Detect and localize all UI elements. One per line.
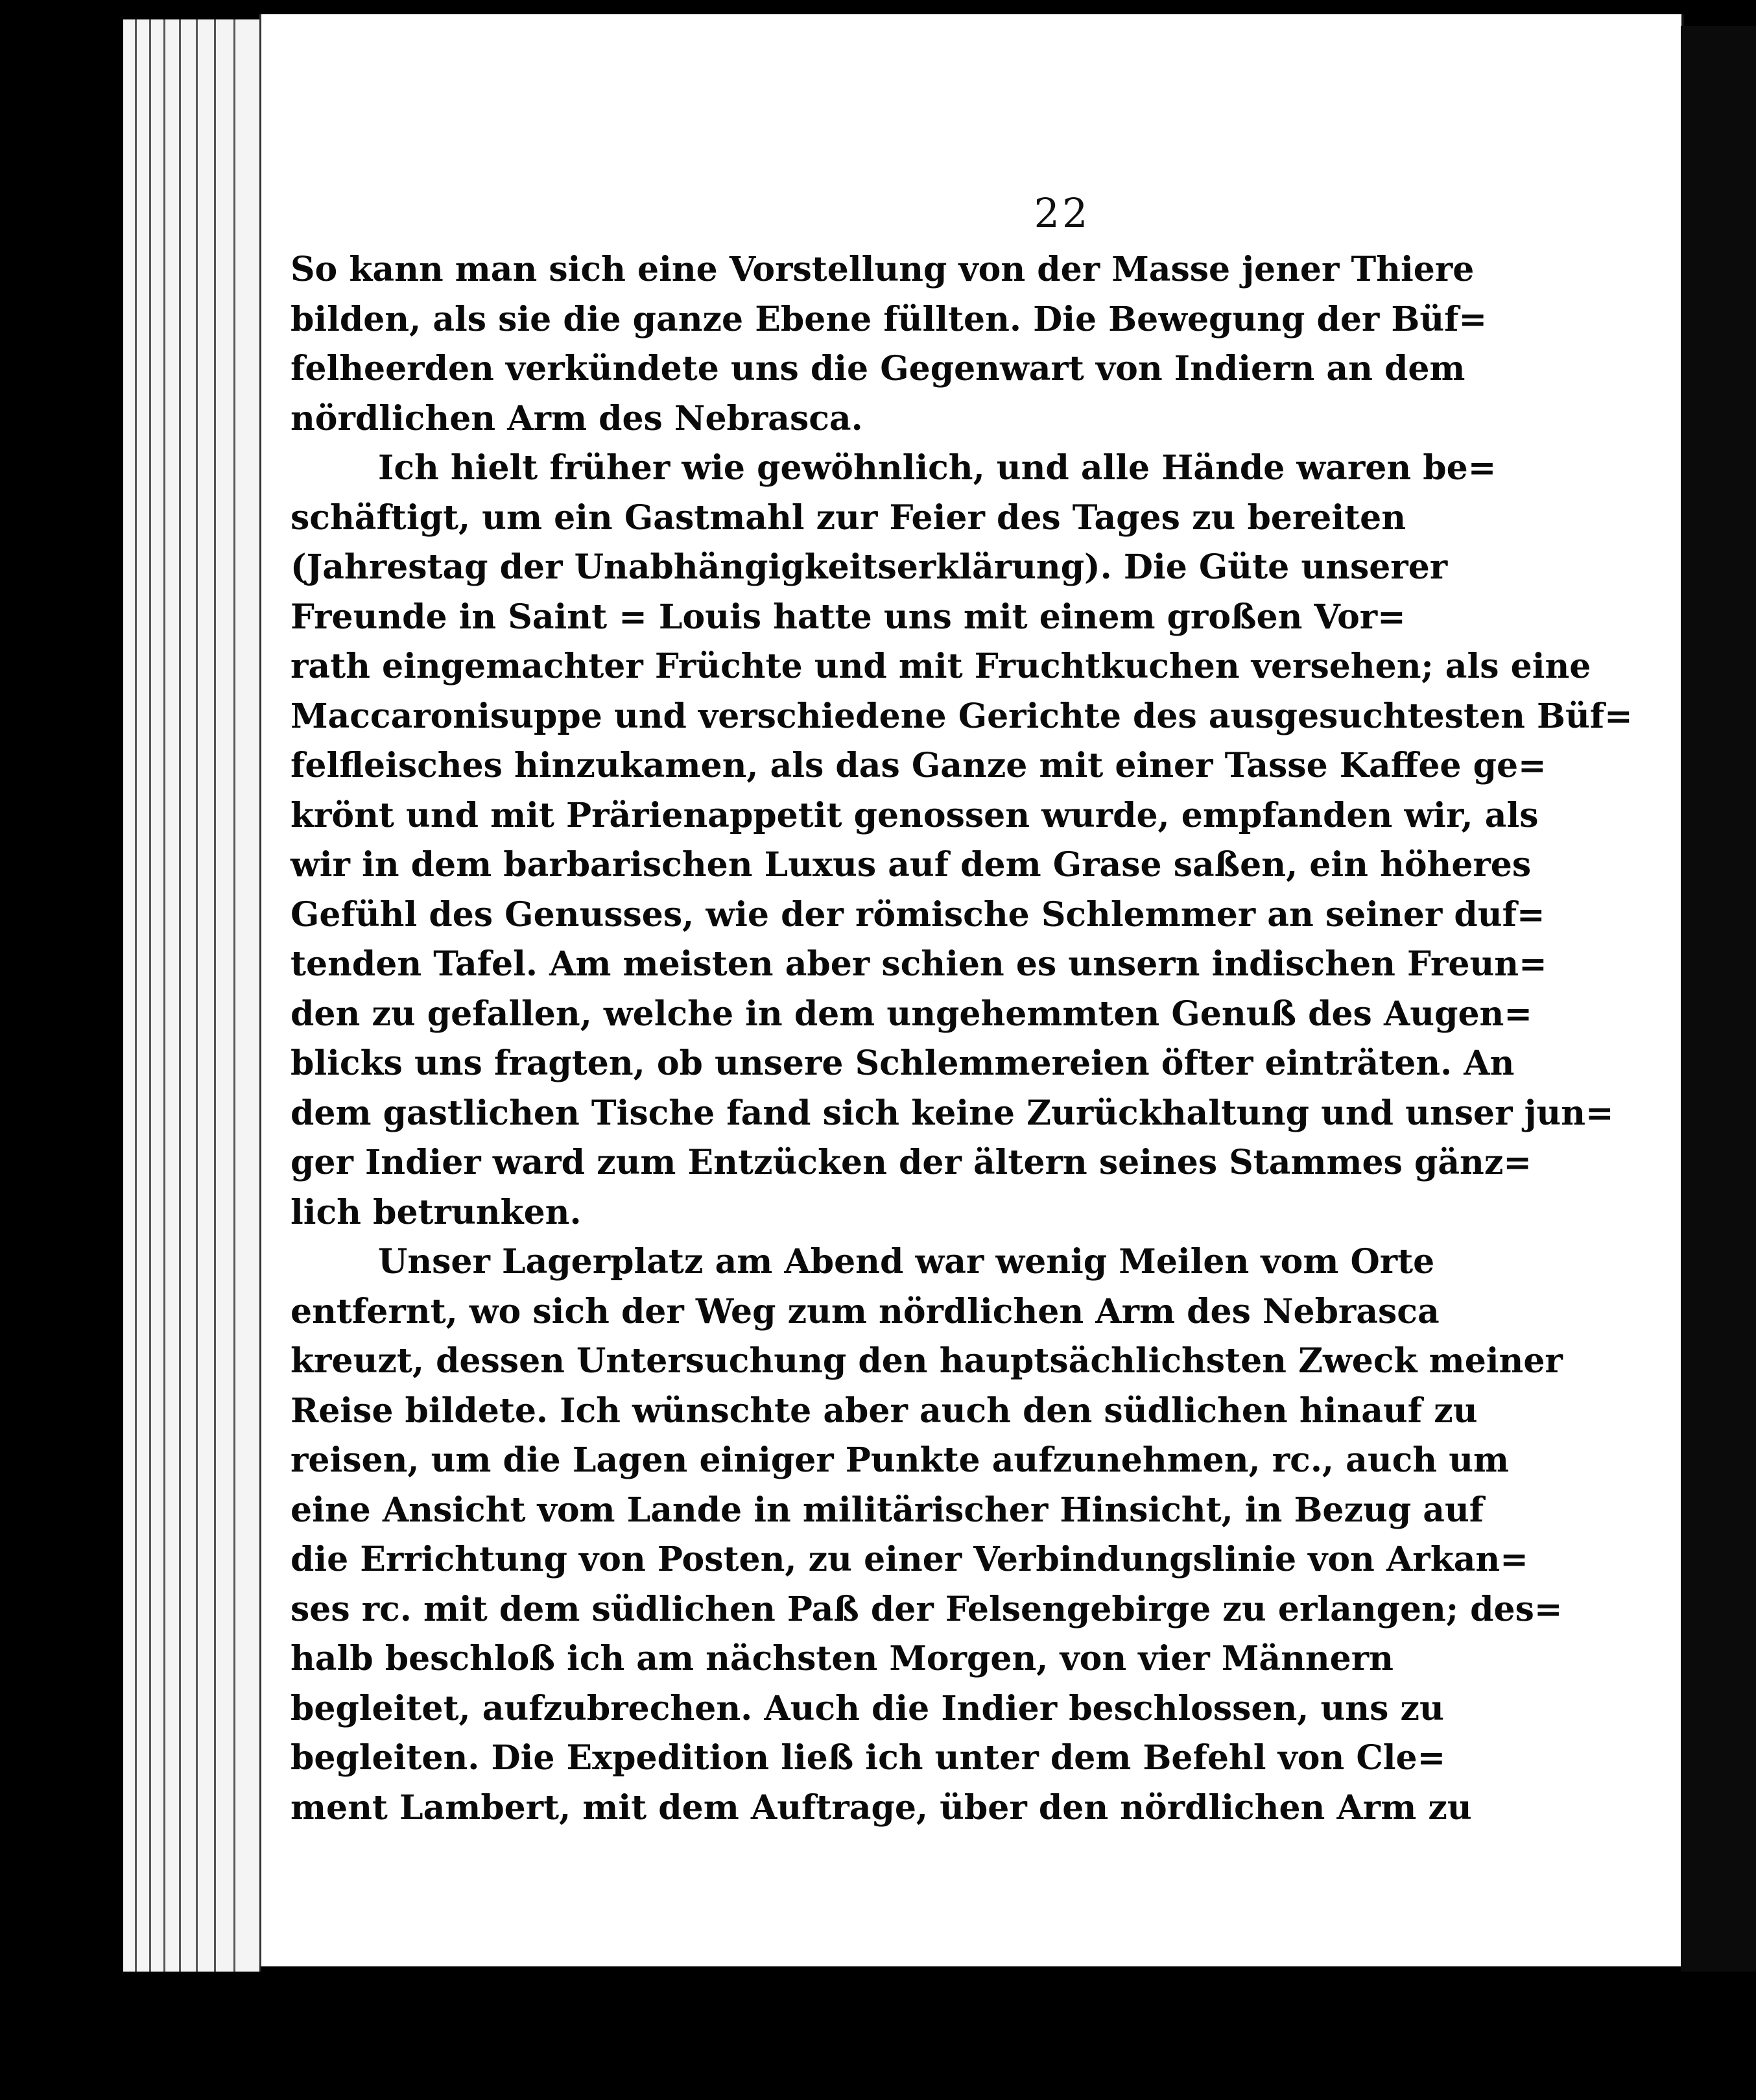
- page-edge-line: [179, 19, 181, 1972]
- page-edge-line: [149, 19, 151, 1972]
- text-line: blicks uns fragten, ob unsere Schlemmereien öfter einträten. An: [291, 1044, 1515, 1083]
- text-line: entfernt, wo sich der Weg zum nördlichen Arm des Nebrasca: [291, 1291, 1440, 1331]
- text-line: So kann man sich eine Vorstellung von der Masse jener Thiere: [291, 250, 1475, 289]
- text-line: lich betrunken.: [291, 1192, 582, 1232]
- text-line: ment Lambert, mit dem Auftrage, über den nördlichen Arm zu: [291, 1787, 1472, 1828]
- text-line: begleitet, aufzubrechen. Auch die Indier beschlossen, uns zu: [291, 1688, 1444, 1728]
- text-line: felfleisches hinzukamen, als das Ganze mit einer Tasse Kaffee ge=: [291, 746, 1547, 785]
- page-edge-line: [135, 19, 137, 1972]
- text-line: dem gastlichen Tische fand sich keine Zurückhaltung und unser jun=: [291, 1093, 1614, 1133]
- page-edge-line: [196, 19, 198, 1972]
- text-line: krönt und mit Prärienappetit genossen wurde, empfanden wir, als: [291, 795, 1539, 835]
- right-binding-shadow: [1681, 26, 1756, 1972]
- text-line: rath eingemachter Früchte und mit Fruchtkuchen versehen; als eine: [291, 647, 1591, 686]
- page-edge-line: [163, 19, 165, 1972]
- text-line: kreuzt, dessen Untersuchung den hauptsächlichsten Zweck meiner: [291, 1341, 1563, 1381]
- text-line: felheerden verkündete uns die Gegenwart von Indiern an dem: [291, 349, 1465, 388]
- page-number: 22: [1034, 189, 1091, 237]
- text-line: Ich hielt früher wie gewöhnlich, und alle Hände waren be=: [378, 448, 1497, 488]
- text-line: Maccaronisuppe und verschiedene Gerichte des ausgesuchtesten Büf=: [291, 696, 1633, 736]
- text-line: schäftigt, um ein Gastmahl zur Feier des Tages zu bereiten: [291, 497, 1406, 538]
- text-line: Unser Lagerplatz am Abend war wenig Meilen vom Orte: [378, 1242, 1435, 1282]
- text-line: bilden, als sie die ganze Ebene füllten. Die Bewegung der Büf=: [291, 299, 1488, 339]
- text-line: ses rc. mit dem südlichen Paß der Felsengebirge zu erlangen; des=: [291, 1589, 1563, 1629]
- text-line: begleiten. Die Expedition ließ ich unter dem Befehl von Cle=: [291, 1738, 1446, 1778]
- text-line: nördlichen Arm des Nebrasca.: [291, 398, 863, 438]
- text-line: den zu gefallen, welche in dem ungehemmten Genuß des Augen=: [291, 994, 1532, 1034]
- text-line: eine Ansicht vom Lande in militärischer Hinsicht, in Bezug auf: [291, 1490, 1484, 1530]
- text-line: (Jahrestag der Unabhängigkeitserklärung). Die Güte unserer: [291, 547, 1448, 587]
- page-edge-line: [233, 19, 235, 1972]
- book-page-edges: [123, 19, 261, 1972]
- body-text: [291, 245, 1633, 1833]
- text-line: Gefühl des Genusses, wie der römische Schlemmer an seiner duf=: [291, 894, 1545, 935]
- text-line: wir in dem barbarischen Luxus auf dem Grase saßen, ein höheres: [291, 845, 1532, 885]
- bottom-shadow: [117, 1972, 1756, 2100]
- text-line: ger Indier ward zum Entzücken der ältern seines Stammes gänz=: [291, 1143, 1532, 1182]
- text-line: tenden Tafel. Am meisten aber schien es unsern indischen Freun=: [291, 944, 1547, 984]
- text-line: Freunde in Saint = Louis hatte uns mit einem großen Vor=: [291, 597, 1406, 637]
- text-line: halb beschloß ich am nächsten Morgen, von vier Männern: [291, 1639, 1394, 1678]
- page-edge-line: [214, 19, 216, 1972]
- text-line: die Errichtung von Posten, zu einer Verbindungslinie von Arkan=: [291, 1540, 1528, 1579]
- text-line: reisen, um die Lagen einiger Punkte aufzunehmen, rc., auch um: [291, 1440, 1510, 1480]
- text-line: Reise bildete. Ich wünschte aber auch den südlichen hinauf zu: [291, 1390, 1478, 1431]
